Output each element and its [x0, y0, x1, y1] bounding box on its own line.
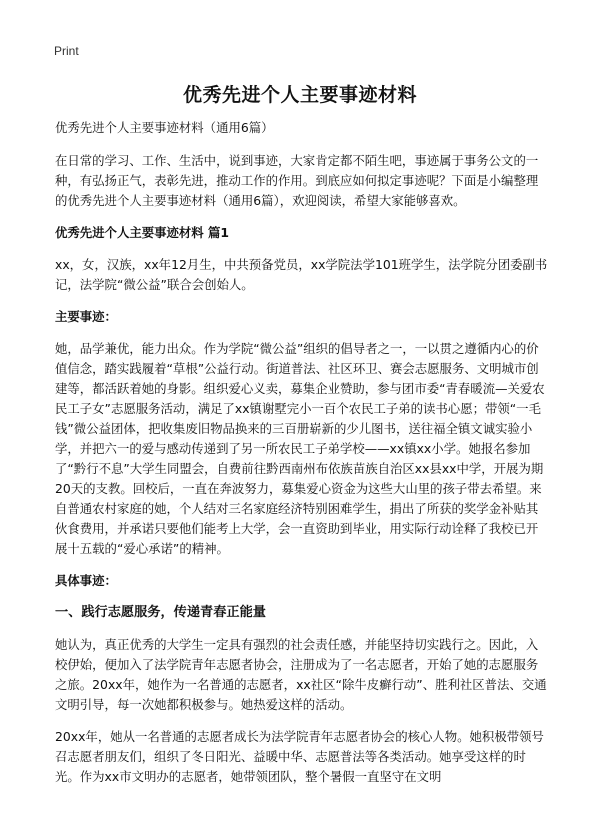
section-heading: 优秀先进个人主要事迹材料 篇1 [55, 225, 230, 240]
page-title: 优秀先进个人主要事迹材料 [182, 84, 417, 106]
print-link[interactable]: Print [54, 44, 79, 58]
profile-paragraph: xx，女，汉族，xx年12月生，中共预备党员，xx学院法学101班学生，法学院分团委副书记，法学院“微公益”联合会创始人。 [55, 257, 548, 292]
main-deeds-paragraph: 她，品学兼优，能力出众。作为学院“微公益”组织的倡导者之一，一以贯之遵循内心的价值信念，踏实践履着“草根”公益行动。街道普法、社区环卫、赛会志愿服务、文明城市创建等，都活跃着她的身影。组织爱心义卖，募集企业赞助，参与团市委“青春暖流—关爱农民工子女”志愿服务活动，满足了xx镇谢墅完小一百个农民工子弟的读书心愿；带领“一毛钱”微公益团体，把收集废旧物品换来的三百册崭新的少儿图书，送往福全镇文诚实验小学，并把六一的爱与感动传递到了另一所农民工子弟学校——xx镇xx小学。她报名参加了“黔行不息”大学生同盟会，自费前往黔西南州布依族苗族自治区xx县xx中学，开展为期20天的支教。回校后，一直在奔波努力，募集爱心资金为这些大山里的孩子带去希望。来自普通农村家庭的她，个人结对三名家庭经济特别困难学生，捐出了所获的奖学金补贴其伙食费用，并承诺只要他们能考上大学，会一直资助到毕业，用实际行动诠释了我校已开展十五载的“爱心承诺”的精神。 [55, 341, 545, 556]
document-body [55, 118, 550, 799]
specific-deeds-heading: 具体事迹： [55, 573, 117, 588]
point1-heading: 一、践行志愿服务，传递青春正能量 [55, 605, 266, 620]
document-subtitle: 优秀先进个人主要事迹材料（通用6篇） [55, 120, 274, 135]
intro-paragraph: 在日常的学习、工作、生活中，说到事迹，大家肯定都不陌生吧，事迹属于事务公文的一种，有弘扬正气，表彰先进，推动工作的作用。到底应如何拟定事迹呢？下面是小编整理的优秀先进个人主要事迹材料（通用6篇），欢迎阅读，希望大家能够喜欢。 [55, 153, 539, 208]
point1-paragraph-1: 她认为，真正优秀的大学生一定具有强烈的社会责任感，并能坚持切实践行之。因此，入校伊始，便加入了法学院青年志愿者协会，注册成为了一名志愿者，开始了她的志愿服务之旅。20xx年，她作为一名普通的志愿者，xx社区“除牛皮癣行动”、胜利社区普法、交通文明引导，每一次她都积极参与。她热爱这样的活动。 [55, 637, 547, 712]
point1-paragraph-2: 20xx年，她从一名普通的志愿者成长为法学院青年志愿者协会的核心人物。她积极带领号召志愿者朋友们，组织了冬日阳光、益暖中华、志愿普法等各类活动。她享受这样的时光。作为xx市文明办的志愿者，她带领团队，整个暑假一直坚守在文明 [55, 729, 544, 784]
main-deeds-heading: 主要事迹： [55, 309, 117, 324]
